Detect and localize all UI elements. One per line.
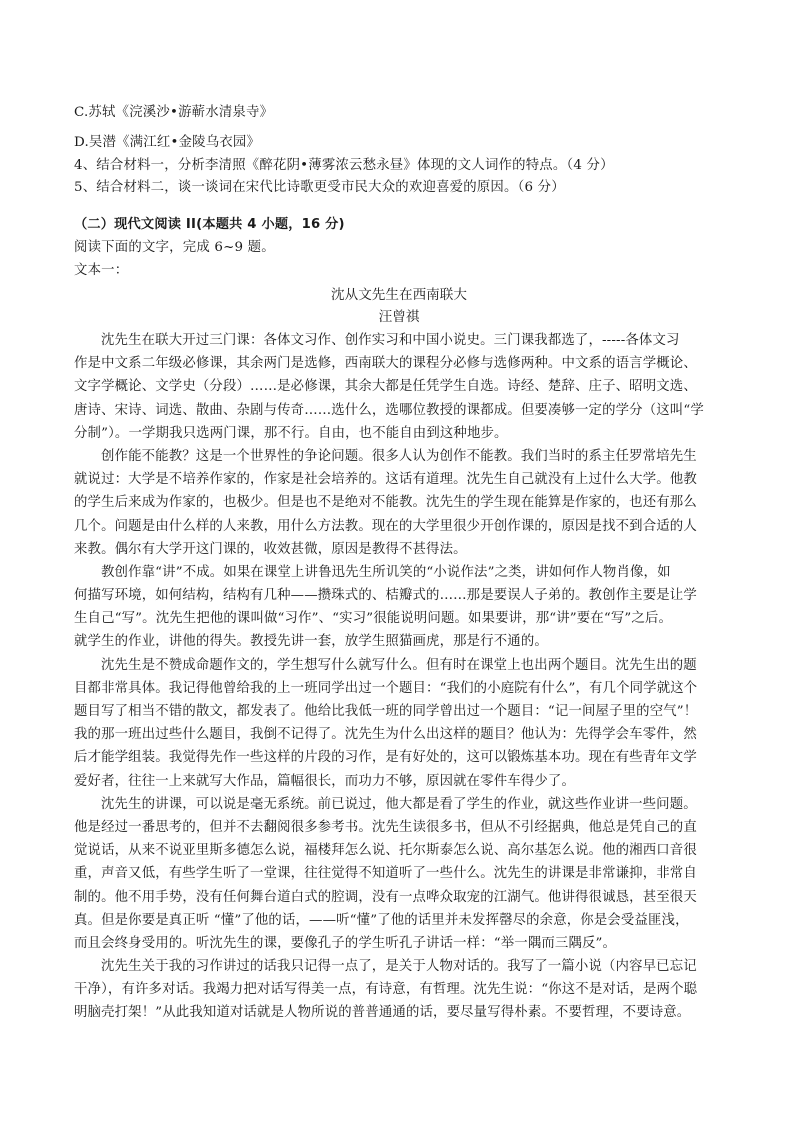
text-line: 重，声音又低，有些学生听了一堂课，往往觉得不知道听了一些什么。沈先生的讲课是非常谦抑，非常自	[74, 866, 697, 882]
text-line: 来教。偶尔有大学开这门课的，收效甚微，原因是教得不甚得法。	[74, 541, 467, 557]
text-line: 生自己“写”。沈先生把他的课叫做“习作”、“实习”很能说明问题。如果要讲，那“讲”要在“写”之后。	[74, 611, 673, 627]
text-line: 何描写环境，如何结构，结构有几种——攒珠式的、桔瓣式的……那是要误人子弟的。教创作主要是让学	[74, 588, 697, 604]
text-line: 他是经过一番思考的，但并不去翻阅很多参考书。沈先生读很多书，但从不引经据典，他总是凭自己的直	[74, 819, 697, 835]
section-heading: （二）现代文阅读 II(本题共 4 小题，16 分)	[74, 217, 345, 232]
text-line: 干净），有许多对话。我竭力把对话写得美一点，有诗意，有哲理。沈先生说：“你这不是对话，是两个聪	[74, 982, 698, 998]
text-line: 而且会终身受用的。听沈先生的课，要像孔子的学生听孔子讲话一样：“举一隅而三隅反”。	[74, 935, 617, 951]
text-line: 分制”）。一学期我只选两门课，那不行。自由，也不能自由到这种地步。	[74, 425, 508, 441]
section-instruction: 阅读下面的文字，完成 6~9 题。	[74, 239, 275, 255]
text-line: 沈先生关于我的习作讲过的话我只记得一点了，是关于人物对话的。我写了一篇小说（内容早已忘记	[101, 959, 697, 975]
question-4: 4、结合材料一，分析李清照《醉花阴•薄雾浓云愁永昼》体现的文人词作的特点。（4 分）	[74, 157, 614, 173]
text-line: 明脑壳打架！”从此我知道对话就是人物所说的普普通通的话，要尽量写得朴素。不要哲理，不要诗意。	[74, 1005, 691, 1021]
article-author: 汪曾祺	[378, 309, 420, 325]
text-line: 作是中文系二年级必修课，其余两门是选修，西南联大的课程分必修与选修两种。中文系的语言学概论、	[74, 356, 697, 372]
text-line: 的学生后来成为作家的，也极少。但是也不是绝对不能教。沈先生的学生现在能算是作家的，也还有那么	[74, 495, 697, 511]
text-line: 制的。他不用手势，没有任何舞台道白式的腔调，没有一点哗众取宠的江湖气。他讲得很诚恳，甚至很天	[74, 889, 697, 905]
text-line: 文字学概论、文学史（分段）……是必修课，其余大都是任凭学生自选。诗经、楚辞、庄子、昭明文选、	[74, 379, 697, 395]
text-line: 几个。问题是由什么样的人来教，用什么方法教。现在的大学里很少开创作课的，原因是找不到合适的人	[74, 518, 697, 534]
paragraph-4	[74, 654, 724, 793]
text-line: 唐诗、宋诗、词选、散曲、杂剧与传奇……选什么，选哪位教授的课都成。但要凑够一定的学分（这叫“学	[74, 402, 704, 418]
paragraph-3	[74, 561, 724, 654]
text-line: 后才能学组装。我觉得先作一些这样的片段的习作，是有好处的，这可以锻炼基本功。现在有些青年文学	[74, 750, 697, 766]
text-line: 就说过：大学是不培养作家的，作家是社会培养的。这话有道理。沈先生自己就没有上过什么大学。他教	[74, 472, 697, 488]
paragraph-1	[74, 329, 724, 445]
text-line: 创作能不能教？这是一个世界性的争论问题。很多人认为创作不能教。我们当时的系主任罗常培先生	[101, 448, 697, 464]
text-line: 目都非常具体。我记得他曾给我的上一班同学出过一个题目：“我们的小庭院有什么”，有几个同学就这个	[74, 680, 698, 696]
text-line: 沈先生的讲课，可以说是毫无系统。前已说过，他大都是看了学生的作业，就这些作业讲一些问题。	[101, 796, 697, 812]
paragraph-2	[74, 445, 724, 561]
text-line: 教创作靠“讲”不成。如果在课堂上讲鲁迅先生所讥笑的“小说作法”之类，讲如何作人物肖像，如	[101, 564, 671, 580]
text-line: 沈先生是不赞成命题作文的，学生想写什么就写什么。但有时在课堂上也出两个题目。沈先生出的题	[101, 657, 697, 673]
text-line: 我的那一班出过些什么题目，我倒不记得了。沈先生为什么出这样的题目？他认为：先得学会车零件，然	[74, 727, 697, 743]
text-line: 就学生的作业，讲他的得失。教授先讲一套，放学生照猫画虎，那是行不通的。	[74, 634, 548, 650]
text-line: 爱好者，往往一上来就写大作品，篇幅很长，而功力不够，原因就在零件车得少了。	[74, 773, 576, 789]
text-label: 文本一：	[74, 262, 129, 278]
article-body	[74, 329, 724, 1025]
option-c: C.苏轼《浣溪沙•游蕲水清泉寺》	[74, 105, 274, 120]
question-5: 5、结合材料二，谈一谈词在宋代比诗歌更受市民大众的欢迎喜爱的原因。（6 分）	[74, 180, 565, 196]
article-title: 沈从文先生在西南联大	[331, 287, 467, 303]
section-header-block	[74, 214, 724, 282]
text-line: 真。但是你要是真正听 “懂”了他的话，——听“懂”了他的话里并未发挥罄尽的余意，你是会受益匪浅，	[74, 912, 689, 928]
paragraph-5	[74, 793, 724, 955]
paragraph-6	[74, 955, 724, 1025]
text-line: 题目写了相当不错的散文，都发表了。他给比我低一班的同学曾出过一个题目：“记一间屋子里的空气”！	[74, 704, 698, 719]
option-d: D.吴潜《满江红•金陵乌衣园》	[74, 134, 261, 150]
text-line: 沈先生在联大开过三门课：各体文习作、创作实习和中国小说史。三门课我都选了，-----各体文习	[101, 333, 680, 348]
text-line: 觉说话，从来不说亚里斯多德怎么说，福楼拜怎么说、托尔斯泰怎么说、高尔基怎么说。他的湘西口音很	[74, 843, 697, 859]
options-block	[74, 102, 724, 200]
